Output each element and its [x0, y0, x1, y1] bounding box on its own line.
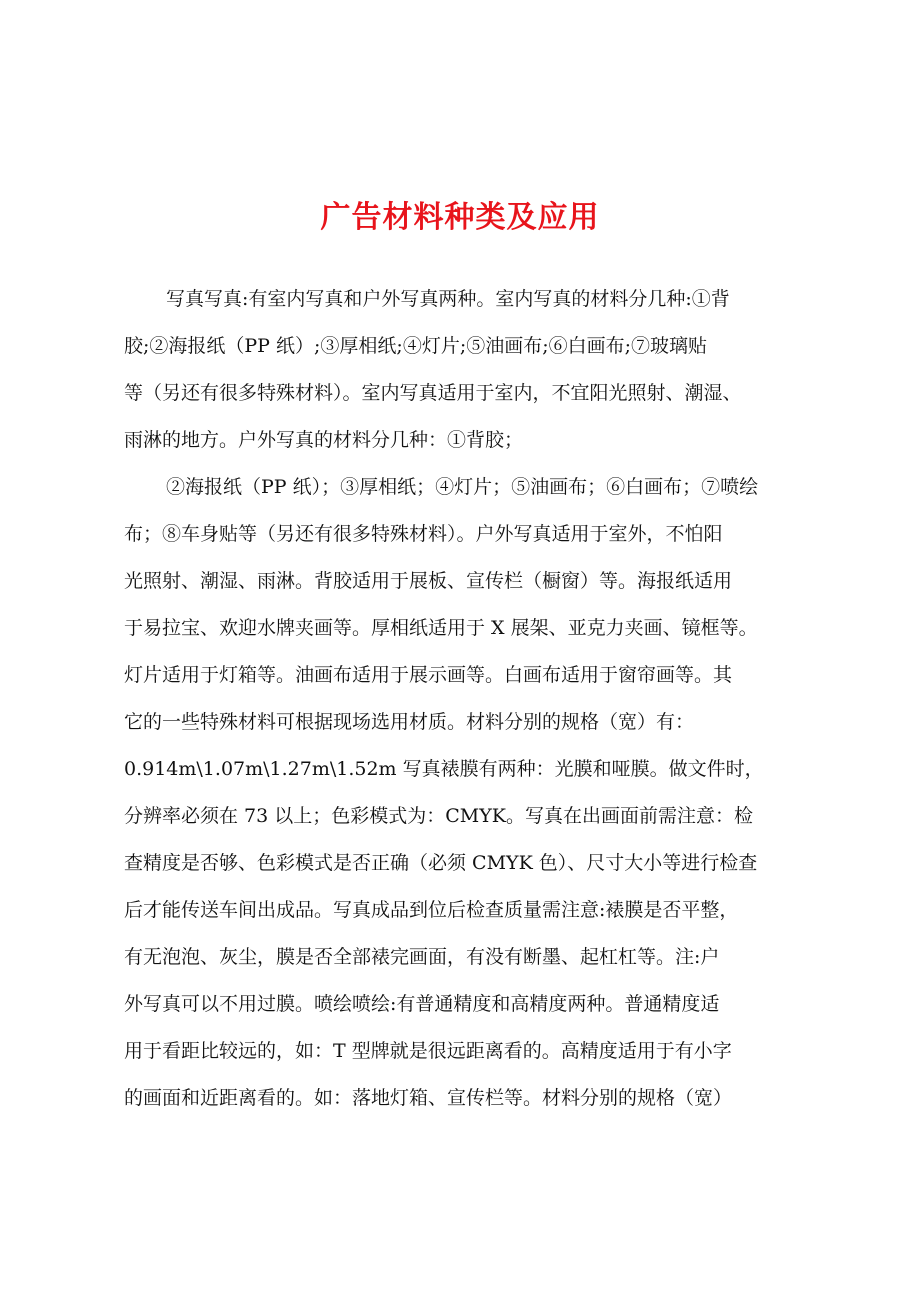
text-line: 外写真可以不用过膜。喷绘喷绘:有普通精度和高精度两种。普通精度适 — [124, 993, 720, 1015]
body-text — [124, 276, 800, 1122]
text-line: 写真写真:有室内写真和户外写真两种。室内写真的材料分几种:①背 — [166, 288, 730, 310]
text-line: 等（另还有很多特殊材料）。室内写真适用于室内，不宜阳光照射、潮湿、 — [124, 382, 742, 404]
page-title: 广告材料种类及应用 — [320, 200, 600, 235]
text-line: 布；⑧车身贴等（另还有很多特殊材料）。户外写真适用于室外，不怕阳 — [124, 523, 723, 545]
text-line: 于易拉宝、欢迎水牌夹画等。厚相纸适用于 X 展架、亚克力夹画、镜框等。 — [124, 617, 758, 639]
text-line: 光照射、潮湿、雨淋。背胶适用于展板、宣传栏（橱窗）等。海报纸适用 — [124, 570, 733, 592]
text-line: 的画面和近距离看的。如：落地灯箱、宣传栏等。材料分别的规格（宽） — [124, 1087, 733, 1109]
text-line: 查精度是否够、色彩模式是否正确（必须 CMYK 色）、尺寸大小等进行检查 — [124, 852, 758, 874]
text-line: 用于看距比较远的，如：T 型牌就是很远距离看的。高精度适用于有小字 — [124, 1040, 732, 1062]
text-line: 雨淋的地方。户外写真的材料分几种：①背胶； — [124, 429, 524, 451]
text-line: ②海报纸（PP 纸）；③厚相纸；④灯片；⑤油画布；⑥白画布；⑦喷绘 — [166, 476, 759, 498]
text-line: 它的一些特殊材料可根据现场选用材质。材料分别的规格（宽）有： — [124, 711, 695, 733]
text-line: 分辨率必须在 73 以上；色彩模式为：CMYK。写真在出画面前需注意：检 — [124, 805, 753, 827]
text-line: 有无泡泡、灰尘，膜是否全部裱完画面，有没有断墨、起杠杠等。注:户 — [124, 946, 720, 968]
text-line: 后才能传送车间出成品。写真成品到位后检查质量需注意:裱膜是否平整， — [124, 899, 739, 921]
text-line: 0.914m\1.07m\1.27m\1.52m 写真裱膜有两种：光膜和哑膜。做文件时， — [124, 758, 764, 780]
text-line: 灯片适用于灯箱等。油画布适用于展示画等。白画布适用于窗帘画等。其 — [124, 664, 733, 686]
text-line: 胶;②海报纸（PP 纸）;③厚相纸;④灯片;⑤油画布;⑥白画布;⑦玻璃贴 — [124, 335, 708, 357]
